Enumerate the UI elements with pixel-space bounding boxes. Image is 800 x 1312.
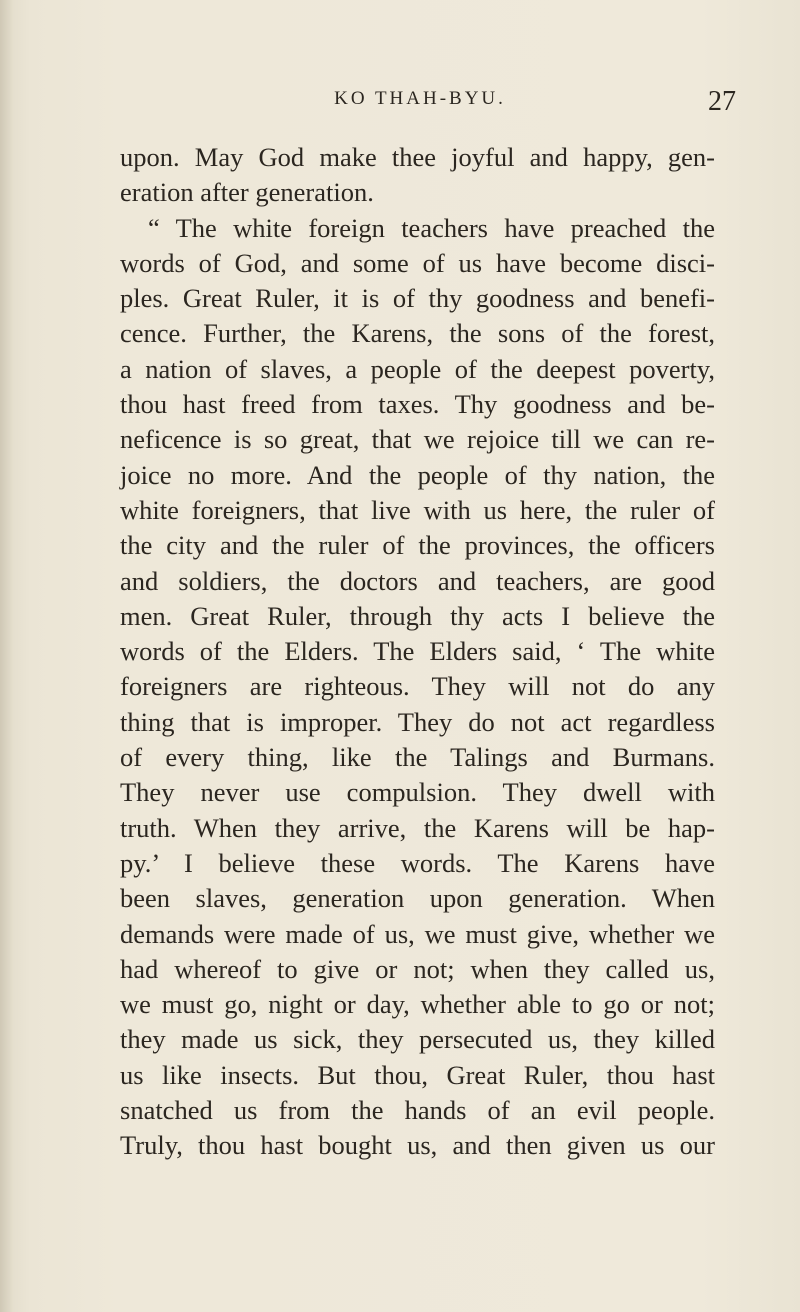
text-line: a nation of slaves, a people of the deepest poverty, xyxy=(120,353,715,384)
text-line: demands were made of us, we must give, whether we xyxy=(120,918,715,949)
text-line: thing that is improper. They do not act regardless xyxy=(120,706,715,737)
text-line: and soldiers, the doctors and teachers, are good xyxy=(120,565,715,596)
text-line: snatched us from the hands of an evil people. xyxy=(120,1095,715,1126)
body-text xyxy=(120,140,715,1164)
text-line: words of the Elders. The Elders said, ‘ The white xyxy=(120,636,715,667)
text-line: thou hast freed from taxes. Thy goodness and be- xyxy=(120,389,715,420)
text-line: truth. When they arrive, the Karens will be hap- xyxy=(120,812,715,843)
text-line: had whereof to give or not; when they called us, xyxy=(120,953,715,984)
text-line: white foreigners, that live with us here, the ruler of xyxy=(120,494,715,525)
text-line: the city and the ruler of the provinces, the officers xyxy=(120,530,715,561)
page-number: 27 xyxy=(708,86,736,117)
text-line: of every thing, like the Talings and Burmans. xyxy=(120,742,715,773)
page-binding-edge xyxy=(0,0,14,1312)
text-line: py.’ I believe these words. The Karens have xyxy=(120,847,715,878)
text-line: cence. Further, the Karens, the sons of the forest, xyxy=(120,318,715,349)
text-line: “ The white foreign teachers have preached the xyxy=(148,212,715,243)
text-line: we must go, night or day, whether able to go or not; xyxy=(120,989,715,1020)
text-line: men. Great Ruler, through thy acts I believe the xyxy=(120,600,715,631)
text-line: words of God, and some of us have become disci- xyxy=(120,247,715,278)
running-head xyxy=(120,86,736,118)
text-line: foreigners are righteous. They will not do any xyxy=(120,671,715,702)
text-line: ples. Great Ruler, it is of thy goodness and benefi- xyxy=(120,283,715,314)
text-line: neficence is so great, that we rejoice till we can re- xyxy=(120,424,715,455)
text-line: Truly, thou hast bought us, and then given us our xyxy=(120,1130,715,1161)
text-line: upon. May God make thee joyful and happy, gen- xyxy=(120,142,715,172)
text-line: us like insects. But thou, Great Ruler, thou hast xyxy=(120,1059,715,1090)
text-line: They never use compulsion. They dwell with xyxy=(120,777,715,808)
running-title: KO THAH-BYU. xyxy=(334,88,506,109)
text-line: they made us sick, they persecuted us, they killed xyxy=(120,1024,715,1055)
text-line: been slaves, generation upon generation. When xyxy=(120,883,715,914)
text-line: eration after generation. xyxy=(120,177,374,208)
text-line: joice no more. And the people of thy nation, the xyxy=(120,459,715,490)
